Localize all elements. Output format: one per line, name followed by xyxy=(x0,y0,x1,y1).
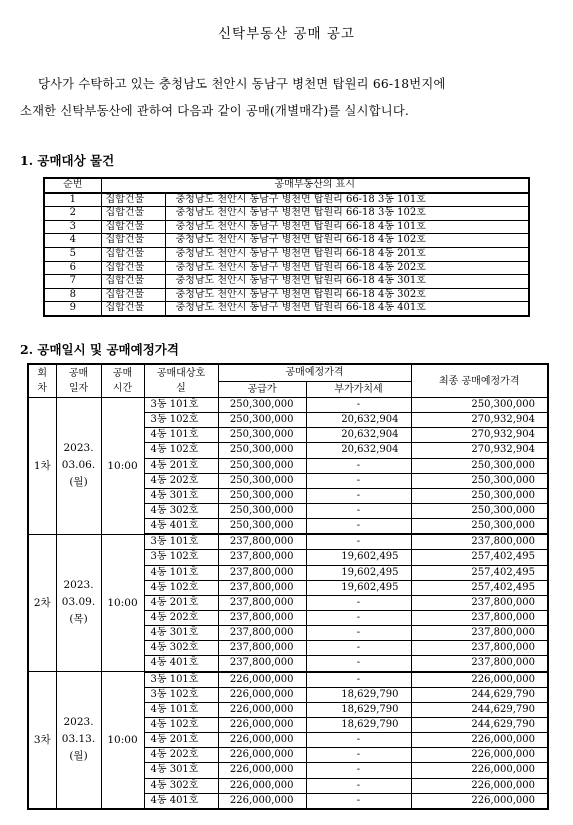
section-2-heading: 2. 공매일시 및 공매예정가격 xyxy=(20,342,179,357)
final-price-cell: 250,300,000 xyxy=(411,519,548,535)
property-row xyxy=(44,207,529,221)
final-price-cell: 237,800,000 xyxy=(411,641,548,656)
property-type: 집합건물 xyxy=(101,288,165,302)
date-part: 2023. xyxy=(63,579,94,592)
supply-price-cell: 226,000,000 xyxy=(218,748,306,763)
property-type: 집합건물 xyxy=(101,247,165,261)
vat-cell: 18,629,790 xyxy=(306,717,411,732)
supply-price-cell: 237,800,000 xyxy=(218,550,306,565)
supply-price-cell: 250,300,000 xyxy=(218,519,306,535)
supply-price-cell: 250,300,000 xyxy=(218,428,306,443)
final-price-cell: 270,932,904 xyxy=(411,413,548,428)
supply-price-cell: 250,300,000 xyxy=(218,473,306,488)
unit-cell: 3동 102호 xyxy=(144,413,218,428)
time-cell: 10:00 xyxy=(101,398,144,535)
final-price-cell: 237,800,000 xyxy=(411,656,548,672)
vat-cell: - xyxy=(306,503,411,518)
vat-cell: 20,632,904 xyxy=(306,428,411,443)
property-no: 8 xyxy=(44,288,101,302)
round-cell: 3차 xyxy=(28,672,56,809)
unit-cell: 4동 302호 xyxy=(144,503,218,518)
property-no: 9 xyxy=(44,302,101,316)
vat-cell: - xyxy=(306,641,411,656)
final-price-cell: 244,629,790 xyxy=(411,717,548,732)
date-cell xyxy=(56,398,101,535)
supply-price-cell: 237,800,000 xyxy=(218,565,306,580)
auction-schedule-table xyxy=(27,363,549,810)
schedule-header-row-1 xyxy=(28,364,548,381)
final-price-cell: 250,300,000 xyxy=(411,488,548,503)
property-type: 집합건물 xyxy=(101,261,165,275)
unit-cell: 4동 201호 xyxy=(144,595,218,610)
vat-cell: - xyxy=(306,458,411,473)
schedule-row xyxy=(28,534,548,550)
header-target-top: 공매대상호 xyxy=(156,368,206,379)
property-no: 3 xyxy=(44,220,101,234)
header-time-bottom: 시간 xyxy=(112,383,133,394)
supply-price-cell: 226,000,000 xyxy=(218,717,306,732)
final-price-cell: 244,629,790 xyxy=(411,702,548,717)
final-price-cell: 226,000,000 xyxy=(411,748,548,763)
property-address: 충청남도 천안시 동남구 병천면 탑원리 66-18 4동 401호 xyxy=(165,302,529,316)
supply-price-cell: 250,300,000 xyxy=(218,503,306,518)
schedule-row xyxy=(28,398,548,413)
date-part: 2023. xyxy=(63,442,94,455)
vat-cell: - xyxy=(306,595,411,610)
time-cell: 10:00 xyxy=(101,534,144,671)
unit-cell: 4동 202호 xyxy=(144,473,218,488)
final-price-cell: 226,000,000 xyxy=(411,763,548,778)
unit-cell: 3동 102호 xyxy=(144,550,218,565)
supply-price-cell: 237,800,000 xyxy=(218,626,306,641)
unit-cell: 4동 401호 xyxy=(144,519,218,535)
supply-price-cell: 237,800,000 xyxy=(218,580,306,595)
property-row xyxy=(44,247,529,261)
unit-cell: 3동 101호 xyxy=(144,672,218,688)
date-part: (월) xyxy=(69,750,88,763)
header-expected-price: 공매예정가격 xyxy=(218,364,411,381)
header-vat: 부가가치세 xyxy=(306,381,411,398)
header-date-bottom: 일자 xyxy=(68,383,89,394)
property-row xyxy=(44,302,529,316)
vat-cell: 18,629,790 xyxy=(306,702,411,717)
property-address: 충청남도 천안시 동남구 병천면 탑원리 66-18 4동 301호 xyxy=(165,275,529,289)
unit-cell: 4동 201호 xyxy=(144,458,218,473)
schedule-row xyxy=(28,672,548,688)
property-row xyxy=(44,220,529,234)
header-supply: 공급가 xyxy=(218,381,306,398)
header-final-price: 최종 공매예정가격 xyxy=(411,364,548,398)
property-row xyxy=(44,261,529,275)
final-price-cell: 237,800,000 xyxy=(411,610,548,625)
property-type: 집합건물 xyxy=(101,193,165,207)
vat-cell: 19,602,495 xyxy=(306,550,411,565)
final-price-cell: 257,402,495 xyxy=(411,565,548,580)
unit-cell: 4동 401호 xyxy=(144,656,218,672)
property-row xyxy=(44,275,529,289)
date-part: 2023. xyxy=(63,716,94,729)
unit-cell: 4동 101호 xyxy=(144,428,218,443)
final-price-cell: 270,932,904 xyxy=(411,443,548,458)
property-no: 6 xyxy=(44,261,101,275)
header-round-bottom: 차 xyxy=(37,383,48,394)
intro-paragraph xyxy=(20,71,555,125)
property-address: 충청남도 천안시 동남구 병천면 탑원리 66-18 3동 102호 xyxy=(165,207,529,221)
property-type: 집합건물 xyxy=(101,302,165,316)
unit-cell: 3동 101호 xyxy=(144,534,218,550)
property-address: 충청남도 천안시 동남구 병천면 탑원리 66-18 4동 202호 xyxy=(165,261,529,275)
unit-cell: 4동 202호 xyxy=(144,748,218,763)
property-address: 충청남도 천안시 동남구 병천면 탑원리 66-18 3동 101호 xyxy=(165,193,529,207)
header-no: 순번 xyxy=(44,178,101,193)
vat-cell: - xyxy=(306,519,411,535)
header-round-top: 회 xyxy=(37,368,48,379)
property-list-table xyxy=(43,177,530,317)
supply-price-cell: 250,300,000 xyxy=(218,398,306,413)
unit-cell: 4동 202호 xyxy=(144,610,218,625)
supply-price-cell: 250,300,000 xyxy=(218,488,306,503)
property-address: 충청남도 천안시 동남구 병천면 탑원리 66-18 4동 302호 xyxy=(165,288,529,302)
property-address: 충청남도 천안시 동남구 병천면 탑원리 66-18 4동 101호 xyxy=(165,220,529,234)
unit-cell: 4동 102호 xyxy=(144,443,218,458)
page-title: 신탁부동산 공매 공고 xyxy=(218,26,355,42)
supply-price-cell: 226,000,000 xyxy=(218,702,306,717)
unit-cell: 3동 101호 xyxy=(144,398,218,413)
property-type: 집합건물 xyxy=(101,207,165,221)
property-no: 5 xyxy=(44,247,101,261)
supply-price-cell: 237,800,000 xyxy=(218,641,306,656)
date-cell xyxy=(56,534,101,671)
supply-price-cell: 250,300,000 xyxy=(218,413,306,428)
final-price-cell: 244,629,790 xyxy=(411,687,548,702)
supply-price-cell: 226,000,000 xyxy=(218,793,306,809)
vat-cell: - xyxy=(306,748,411,763)
final-price-cell: 250,300,000 xyxy=(411,398,548,413)
final-price-cell: 226,000,000 xyxy=(411,778,548,793)
date-part: (목) xyxy=(69,613,88,626)
property-no: 1 xyxy=(44,193,101,207)
header-time xyxy=(101,364,144,398)
unit-cell: 4동 302호 xyxy=(144,641,218,656)
unit-cell: 4동 301호 xyxy=(144,626,218,641)
vat-cell: - xyxy=(306,534,411,550)
property-row xyxy=(44,234,529,248)
unit-cell: 4동 102호 xyxy=(144,717,218,732)
unit-cell: 4동 201호 xyxy=(144,733,218,748)
vat-cell: 20,632,904 xyxy=(306,413,411,428)
unit-cell: 3동 102호 xyxy=(144,687,218,702)
date-part: 03.09. xyxy=(61,596,96,609)
supply-price-cell: 237,800,000 xyxy=(218,595,306,610)
supply-price-cell: 250,300,000 xyxy=(218,443,306,458)
final-price-cell: 250,300,000 xyxy=(411,503,548,518)
supply-price-cell: 226,000,000 xyxy=(218,687,306,702)
final-price-cell: 250,300,000 xyxy=(411,458,548,473)
date-part: (월) xyxy=(69,476,88,489)
header-target xyxy=(144,364,218,398)
vat-cell: - xyxy=(306,626,411,641)
supply-price-cell: 226,000,000 xyxy=(218,778,306,793)
vat-cell: - xyxy=(306,488,411,503)
final-price-cell: 226,000,000 xyxy=(411,672,548,688)
final-price-cell: 226,000,000 xyxy=(411,793,548,809)
vat-cell: 19,602,495 xyxy=(306,580,411,595)
unit-cell: 4동 301호 xyxy=(144,763,218,778)
unit-cell: 4동 101호 xyxy=(144,702,218,717)
supply-price-cell: 226,000,000 xyxy=(218,672,306,688)
date-cell xyxy=(56,672,101,809)
header-display: 공매부동산의 표시 xyxy=(101,178,529,193)
supply-price-cell: 237,800,000 xyxy=(218,610,306,625)
final-price-cell: 250,300,000 xyxy=(411,473,548,488)
round-cell: 2차 xyxy=(28,534,56,671)
vat-cell: - xyxy=(306,398,411,413)
header-round xyxy=(28,364,56,398)
vat-cell: 19,602,495 xyxy=(306,565,411,580)
final-price-cell: 270,932,904 xyxy=(411,428,548,443)
supply-price-cell: 237,800,000 xyxy=(218,656,306,672)
supply-price-cell: 226,000,000 xyxy=(218,733,306,748)
vat-cell: - xyxy=(306,473,411,488)
section-1-heading: 1. 공매대상 물건 xyxy=(20,153,115,168)
property-type: 집합건물 xyxy=(101,234,165,248)
property-address: 충청남도 천안시 동남구 병천면 탑원리 66-18 4동 201호 xyxy=(165,247,529,261)
property-no: 7 xyxy=(44,275,101,289)
vat-cell: - xyxy=(306,778,411,793)
supply-price-cell: 237,800,000 xyxy=(218,534,306,550)
supply-price-cell: 250,300,000 xyxy=(218,458,306,473)
header-date-top: 공매 xyxy=(68,368,89,379)
header-date xyxy=(56,364,101,398)
date-part: 03.13. xyxy=(61,733,96,746)
unit-cell: 4동 302호 xyxy=(144,778,218,793)
vat-cell: - xyxy=(306,672,411,688)
vat-cell: 18,629,790 xyxy=(306,687,411,702)
round-cell: 1차 xyxy=(28,398,56,535)
vat-cell: - xyxy=(306,610,411,625)
property-row xyxy=(44,288,529,302)
time-cell: 10:00 xyxy=(101,672,144,809)
date-part: 03.06. xyxy=(61,459,96,472)
property-address: 충청남도 천안시 동남구 병천면 탑원리 66-18 4동 102호 xyxy=(165,234,529,248)
vat-cell: - xyxy=(306,763,411,778)
vat-cell: - xyxy=(306,733,411,748)
final-price-cell: 226,000,000 xyxy=(411,733,548,748)
final-price-cell: 237,800,000 xyxy=(411,534,548,550)
header-target-bottom: 실 xyxy=(176,383,186,394)
unit-cell: 4동 102호 xyxy=(144,580,218,595)
unit-cell: 4동 301호 xyxy=(144,488,218,503)
header-time-top: 공매 xyxy=(112,368,133,379)
final-price-cell: 237,800,000 xyxy=(411,595,548,610)
intro-line-2: 소재한 신탁부동산에 관하여 다음과 같이 공매(개별매각)를 실시합니다. xyxy=(20,104,410,118)
supply-price-cell: 226,000,000 xyxy=(218,763,306,778)
property-type: 집합건물 xyxy=(101,275,165,289)
property-no: 4 xyxy=(44,234,101,248)
unit-cell: 4동 101호 xyxy=(144,565,218,580)
property-row xyxy=(44,193,529,207)
final-price-cell: 257,402,495 xyxy=(411,580,548,595)
final-price-cell: 237,800,000 xyxy=(411,626,548,641)
property-no: 2 xyxy=(44,207,101,221)
property-table-header xyxy=(44,178,529,193)
property-type: 집합건물 xyxy=(101,220,165,234)
intro-line-1: 당사가 수탁하고 있는 충청남도 천안시 동남구 병천면 탑원리 66-18번지에 xyxy=(38,77,446,91)
vat-cell: - xyxy=(306,656,411,672)
unit-cell: 4동 401호 xyxy=(144,793,218,809)
final-price-cell: 257,402,495 xyxy=(411,550,548,565)
vat-cell: 20,632,904 xyxy=(306,443,411,458)
vat-cell: - xyxy=(306,793,411,809)
